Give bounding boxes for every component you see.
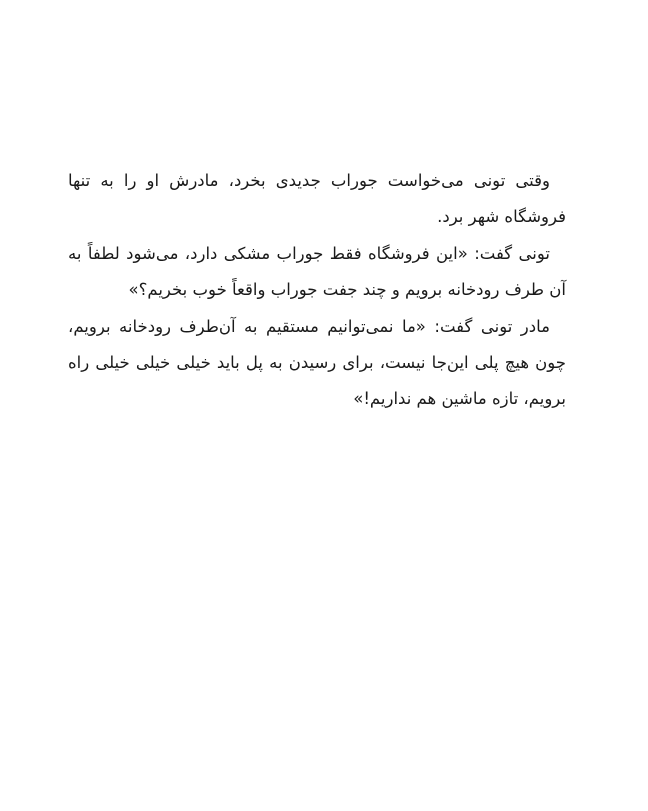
paragraph-3: مادر تونی گفت: «ما نمی‌توانیم مستقیم به آن‌طرف رودخانه برویم، چون هیچ پلی این‌جا نیست، برای رسیدن به پل باید خیلی خیلی خیلی راه برویم، تازه ماشین هم نداریم!» — [68, 316, 566, 409]
paragraph-1: وقتی تونی می‌خواست جوراب جدیدی بخرد، مادرش او را به تنها فروشگاه شهر برد. — [68, 171, 566, 227]
paragraph-2: تونی گفت: «این فروشگاه فقط جوراب مشکی دارد، می‌شود لطفاً به آن طرف رودخانه برویم و چند جفت جوراب واقعاً خوب بخریم؟» — [68, 243, 566, 300]
story-text — [68, 163, 566, 418]
